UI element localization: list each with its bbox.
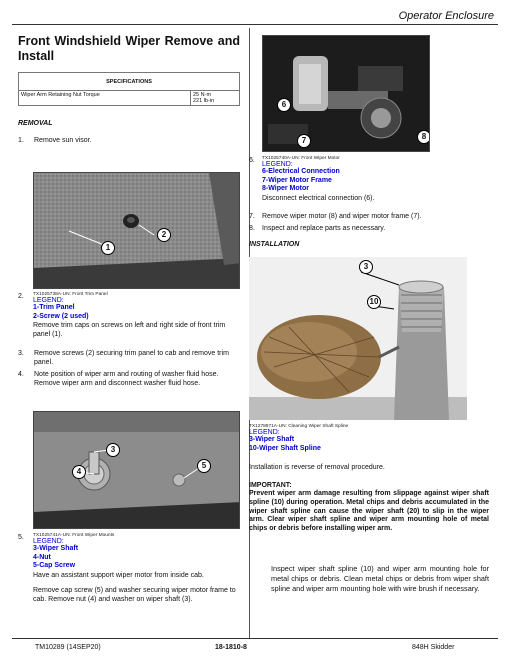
callout-6: 6 bbox=[277, 98, 291, 112]
callout-4: 4 bbox=[72, 465, 86, 479]
step-5b: Remove cap screw (5) and washer securing wiper motor frame to cab. Remove nut (4) and washer on wiper shaft (3). bbox=[33, 586, 236, 603]
fig2-caption-block: 5. TX1025741A-UN: Front Wiper Mounts LEGEND: 3-Wiper Shaft 4-Nut 5-Cap Screw Have an assistant support wiper motor from inside cab. Remove cap screw (5) and washer securing wiper motor frame to cab. Remove nut (4) and washer on wiper shaft (3). bbox=[18, 533, 240, 604]
fig3-legend-item: 6-Electrical Connection bbox=[262, 168, 340, 175]
callout-8: 8 bbox=[417, 130, 430, 144]
fig2-legend-item: 3-Wiper Shaft bbox=[33, 545, 79, 552]
step-7: 7. Remove wiper motor (8) and wiper motor frame (7). bbox=[249, 213, 422, 220]
fig1-caption-block: 2. TX1025738A-UN: Front Trim Panel LEGEND: 1-Trim Panel 2-Screw (2 used) Remove trim caps on screws on left and right side of front trim panel (1). bbox=[18, 292, 240, 339]
footer-doc-id: TM10289 (14SEP20) bbox=[35, 644, 101, 651]
callout-3: 3 bbox=[106, 443, 120, 457]
page-title: Front Windshield Wiper Remove and Install bbox=[18, 34, 240, 63]
fig4-legend-item: 3-Wiper Shaft bbox=[249, 436, 295, 443]
installation-heading: INSTALLATION bbox=[249, 241, 300, 248]
fig1-caption: TX1025738A-UN: Front Trim Panel bbox=[33, 292, 108, 297]
installation-text: Installation is reverse of removal procedure. bbox=[249, 464, 385, 471]
fig4-caption: TX1278971A-UN: Cleaning Wiper Shaft Spline bbox=[249, 424, 349, 429]
fig4-legend-label: LEGEND: bbox=[249, 429, 280, 436]
callout-7: 7 bbox=[297, 134, 311, 148]
step-4: 4. Note position of wiper arm and routing of washer fluid hose. Remove wiper arm and disconnect washer fluid hose. bbox=[18, 371, 219, 387]
inspection-note: Inspect wiper shaft spline (10) and wiper arm mounting hole for metal chips or debris. Clean metal chips or debris from wiper shaft spline and wiper arm mounting hole with wire brush if necessary. bbox=[271, 564, 489, 593]
figure-cleaning-spline bbox=[249, 257, 467, 420]
spec-value: 25 N·m 221 lb-in bbox=[191, 91, 240, 106]
footer-page-number: 18-1810-8 bbox=[215, 644, 247, 651]
step-6: Disconnect electrical connection (6). bbox=[262, 194, 375, 202]
fig1-legend-label: LEGEND: bbox=[33, 297, 64, 304]
fig4-caption-block bbox=[249, 424, 469, 453]
important-label: IMPORTANT: bbox=[249, 482, 292, 489]
cleaning-spline-photo bbox=[249, 257, 467, 420]
callout-2: 2 bbox=[157, 228, 171, 242]
wiper-motor-photo bbox=[263, 36, 430, 152]
fig3-legend-label: LEGEND: bbox=[262, 161, 293, 168]
figure-wiper-mounts bbox=[33, 411, 240, 529]
important-box bbox=[249, 481, 489, 534]
fig3-caption: TX1025740A-UN: Front Wiper Motor bbox=[262, 156, 340, 161]
fig3-caption-block: 6. TX1025740A-UN: Front Wiper Motor LEGEND: 6-Electrical Connection 7-Wiper Motor Frame 8-Wiper Motor Disconnect electrical connection (6). bbox=[249, 156, 469, 203]
figure-trim-panel bbox=[33, 172, 240, 289]
fig2-caption: TX1025741A-UN: Front Wiper Mounts bbox=[33, 533, 115, 538]
fig4-legend-item: 10-Wiper Shaft Spline bbox=[249, 444, 321, 452]
spec-heading: SPECIFICATIONS bbox=[19, 73, 240, 91]
step-3: 3. Remove screws (2) securing trim panel to cab and remove trim panel. bbox=[18, 350, 229, 366]
fig3-legend-item: 8-Wiper Motor bbox=[262, 185, 309, 192]
fig3-legend-item: 7-Wiper Motor Frame bbox=[262, 176, 332, 184]
callout-5: 5 bbox=[197, 459, 211, 473]
step-1: 1. Remove sun visor. bbox=[18, 137, 92, 144]
fig1-legend-item: 2-Screw (2 used) bbox=[33, 312, 89, 320]
fig2-legend-label: LEGEND: bbox=[33, 538, 64, 545]
callout-3: 3 bbox=[359, 260, 373, 274]
fig2-legend-item: 4-Nut bbox=[33, 553, 51, 561]
important-text: Prevent wiper arm damage resulting from slippage against wiper shaft spline (10) during operation. Metal chips and debris accumulated in the wiper shaft spline can cause the wiper shaft (20) to slip in the wiper arm. Clear wiper shaft spline and wiper arm mounting hole of metal chips or debris before installing wiper arm. bbox=[249, 490, 489, 533]
fig2-legend-item: 5-Cap Screw bbox=[33, 562, 76, 569]
trim-panel-photo bbox=[34, 173, 240, 289]
callout-10: 10 bbox=[367, 295, 381, 309]
step-2: Remove trim caps on screws on left and right side of front trim panel (1). bbox=[33, 322, 226, 338]
footer-rule bbox=[12, 638, 498, 639]
step-5: Have an assistant support wiper motor from inside cab. bbox=[33, 571, 204, 579]
callout-1: 1 bbox=[101, 241, 115, 255]
header-rule bbox=[12, 24, 498, 25]
spec-table bbox=[18, 72, 240, 106]
section-header: Operator Enclosure bbox=[398, 10, 494, 22]
figure-wiper-motor bbox=[262, 35, 430, 152]
footer-machine: 848H Skidder bbox=[412, 644, 455, 651]
removal-heading: REMOVAL bbox=[18, 120, 53, 127]
step-8: 8. Inspect and replace parts as necessary. bbox=[249, 225, 386, 232]
fig1-legend-item: 1-Trim Panel bbox=[33, 304, 75, 311]
spec-label: Wiper Arm Retaining Nut Torque bbox=[19, 91, 191, 106]
